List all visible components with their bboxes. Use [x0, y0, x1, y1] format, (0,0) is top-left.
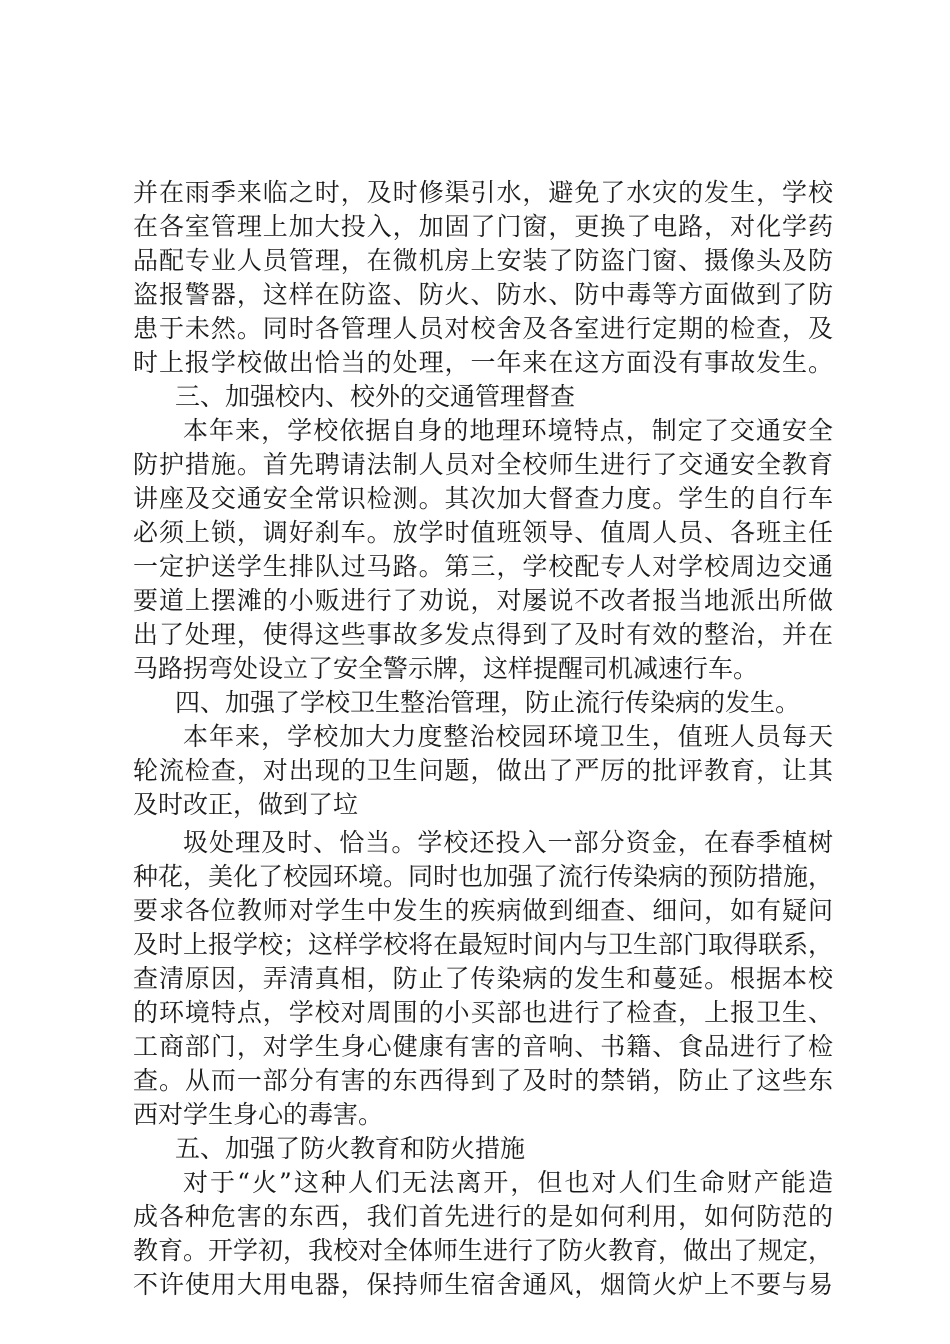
text-line: 要求各位教师对学生中发生的疾病做到细查、细问，如有疑问 [133, 896, 833, 925]
text-line: 并在雨季来临之时，及时修渠引水，避免了水灾的发生，学校 [133, 178, 833, 207]
section-heading: 五、加强了防火教育和防火措施 [175, 1134, 526, 1163]
text-line: 及时上报学校；这样学校将在最短时间内与卫生部门取得联系， [133, 930, 834, 959]
text-line: 及时改正，做到了垃 [133, 790, 359, 819]
text-line: 盗报警器，这样在防盗、防火、防水、防中毒等方面做到了防 [133, 280, 833, 309]
text-line: 品配专业人员管理，在微机房上安装了防盗门窗、摄像头及防 [133, 246, 833, 275]
text-line: 的环境特点，学校对周围的小买部也进行了检查，上报卫生、 [133, 998, 833, 1027]
text-line: 要道上摆滩的小贩进行了劝说，对屡说不改者报当地派出所做 [133, 586, 833, 615]
text-line: 防护措施。首先聘请法制人员对全校师生进行了交通安全教育 [133, 450, 833, 479]
text-line: 不许使用大用电器，保持师生宿舍通风，烟筒火炉上不要与易 [133, 1270, 833, 1299]
section-heading: 四、加强了学校卫生整治管理，防止流行传染病的发生。 [175, 688, 801, 717]
text-line: 出了处理，使得这些事故多发点得到了及时有效的整治，并在 [133, 620, 833, 649]
text-line: 对于“火”这种人们无法离开，但也对人们生命财产能造 [183, 1168, 833, 1197]
text-line: 查。从而一部分有害的东西得到了及时的禁销，防止了这些东 [133, 1066, 833, 1095]
text-line: 轮流检查，对出现的卫生问题，做出了严厉的批评教育，让其 [133, 756, 833, 785]
text-line: 一定护送学生排队过马路。第三，学校配专人对学校周边交通 [133, 552, 833, 581]
text-line: 本年来，学校加大力度整治校园环境卫生，值班人员每天 [183, 722, 833, 751]
text-line: 必须上锁，调好刹车。放学时值班领导、值周人员、各班主任 [133, 518, 833, 547]
text-line: 种花，美化了校园环境。同时也加强了流行传染病的预防措施， [133, 862, 834, 891]
text-line: 时上报学校做出恰当的处理，一年来在这方面没有事故发生。 [133, 348, 833, 377]
text-line: 本年来，学校依据自身的地理环境特点，制定了交通安全 [183, 416, 833, 445]
text-line: 查清原因，弄清真相，防止了传染病的发生和蔓延。根据本校 [133, 964, 833, 993]
text-line: 工商部门，对学生身心健康有害的音响、书籍、食品进行了检 [133, 1032, 833, 1061]
text-line: 成各种危害的东西，我们首先进行的是如何利用，如何防范的 [133, 1202, 833, 1231]
text-line: 患于未然。同时各管理人员对校舍及各室进行定期的检查，及 [133, 314, 833, 343]
text-line: 教育。开学初，我校对全体师生进行了防火教育，做出了规定， [133, 1236, 834, 1265]
section-heading: 三、加强校内、校外的交通管理督查 [175, 382, 576, 411]
text-line: 讲座及交通安全常识检测。其次加大督查力度。学生的自行车 [133, 484, 833, 513]
text-line: 在各室管理上加大投入，加固了门窗，更换了电路，对化学药 [133, 212, 833, 241]
text-line: 西对学生身心的毒害。 [133, 1100, 384, 1129]
text-line: 圾处理及时、恰当。学校还投入一部分资金，在春季植树 [183, 828, 833, 857]
text-line: 马路拐弯处设立了安全警示牌，这样提醒司机减速行车。 [133, 654, 759, 683]
